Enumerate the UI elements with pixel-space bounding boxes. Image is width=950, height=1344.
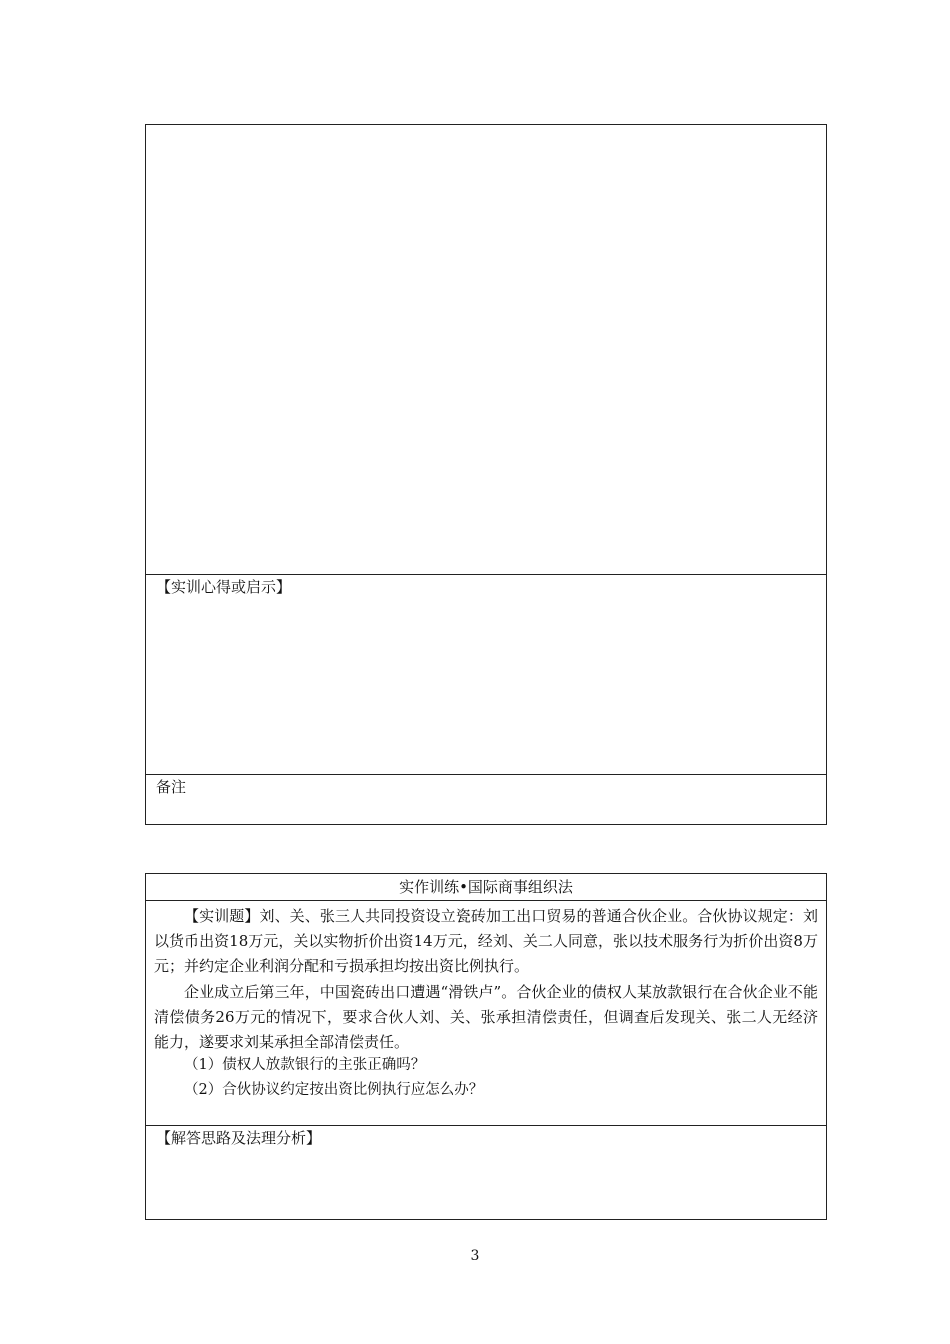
blank-content-cell: [146, 125, 826, 574]
reflection-label: 【实训心得或启示】: [156, 578, 292, 596]
question-2: （2）合伙协议约定按出资比例执行应怎么办？: [184, 1082, 484, 1098]
training-form-table-2: [145, 873, 827, 1220]
table-title: 实作训练•国际商事组织法: [399, 878, 573, 896]
notes-label: 备注: [156, 778, 187, 796]
training-form-table-1: [145, 124, 827, 825]
reflection-cell: [146, 574, 826, 774]
question-1: （1）债权人放款银行的主张正确吗？: [184, 1057, 426, 1073]
notes-cell: [146, 774, 826, 824]
analysis-label: 【解答思路及法理分析】: [156, 1129, 322, 1147]
case-paragraph-1: 【实训题】刘、关、张三人共同投资设立瓷砖加工出口贸易的普通合伙企业。合伙协议规定：刘以货币出资18万元，关以实物折价出资14万元，经刘、关二人同意，张以技术服务行为折价出资8万元；并约定企业利润分配和亏损承担均按出资比例执行。: [154, 907, 818, 975]
case-cell: [146, 900, 826, 1125]
case-paragraph-2: 企业成立后第三年，中国瓷砖出口遭遇“滑铁卢”。合伙企业的债权人某放款银行在合伙企业不能清偿债务26万元的情况下，要求合伙人刘、关、张承担清偿责任，但调查后发现关、张二人无经济能力，遂要求刘某承担全部清偿责任。: [154, 983, 818, 1051]
analysis-cell: [146, 1125, 826, 1219]
table-header-cell: [146, 874, 826, 900]
page-number: 3: [470, 1248, 480, 1264]
